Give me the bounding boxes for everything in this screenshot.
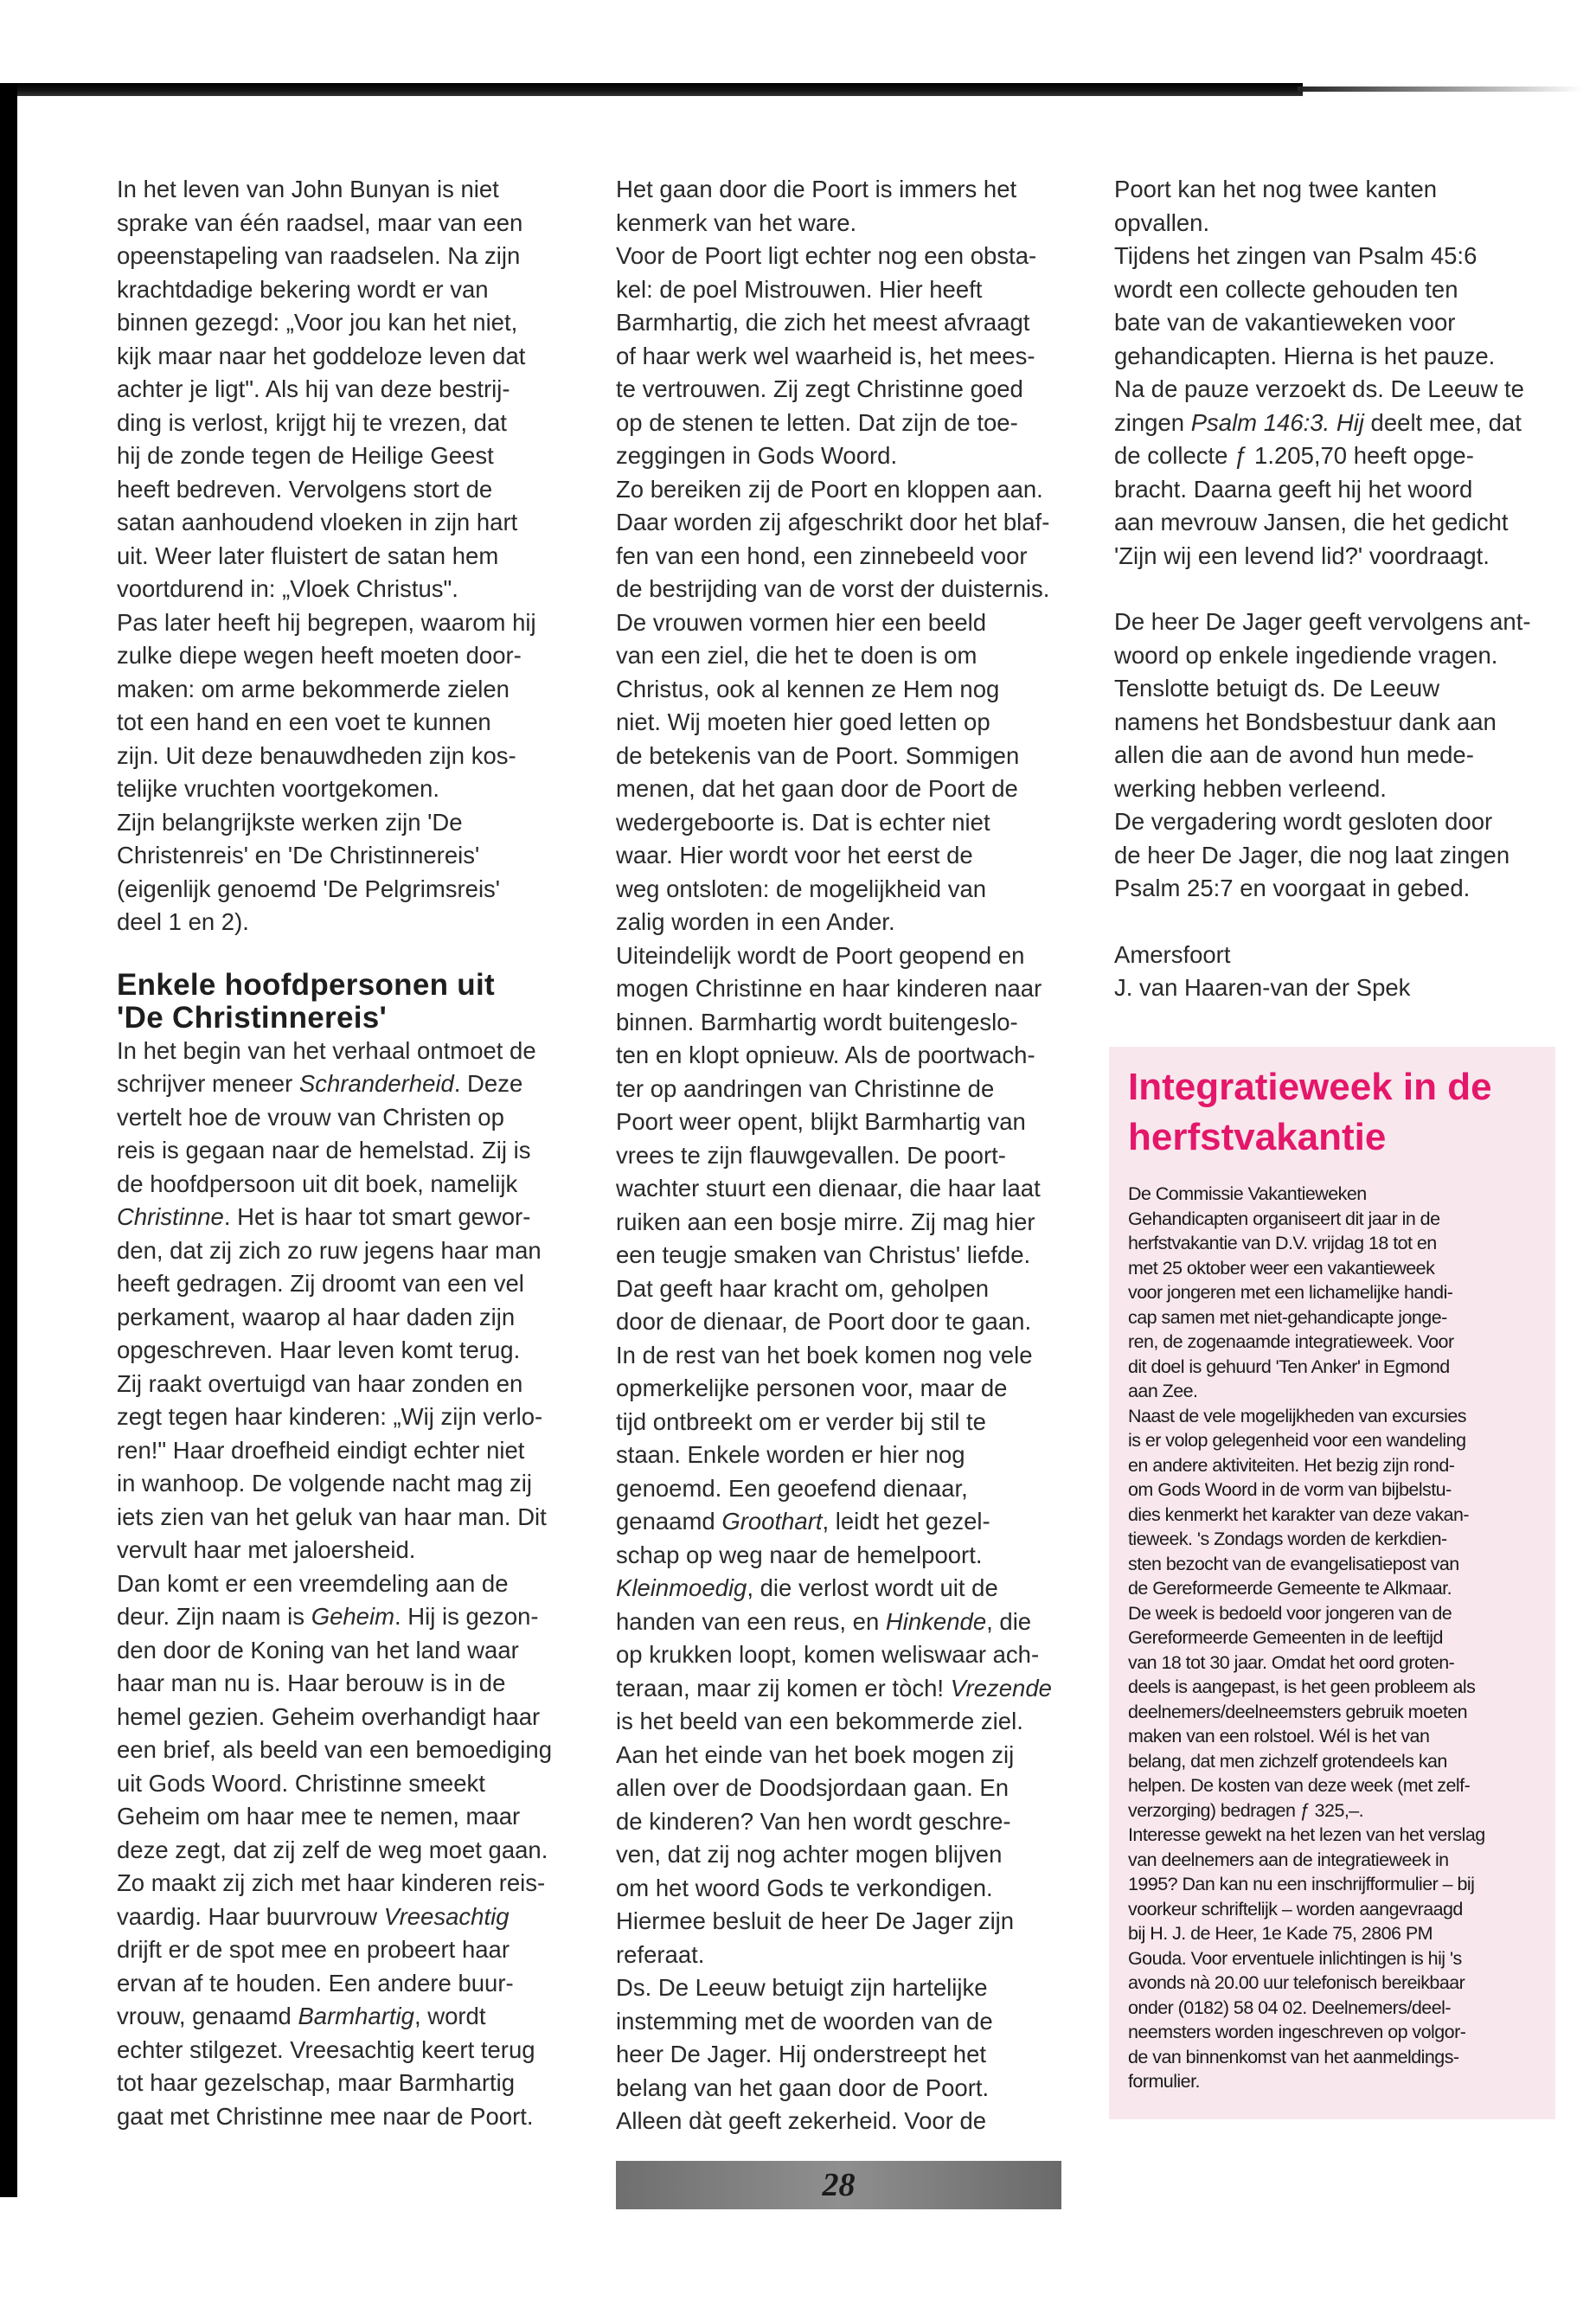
text-line: ervan af te houden. Een andere buur-	[117, 1969, 514, 1997]
text-line: allen die aan de avond hun mede-	[1114, 741, 1474, 768]
text-line: ruiken aan een bosje mirre. Zij mag hier	[616, 1208, 1035, 1235]
text-line: tot haar gezelschap, maar Barmhartig	[117, 2069, 516, 2096]
text-line: is het beeld van een bekommerde ziel.	[616, 1708, 1023, 1734]
character-name: Schranderheid	[298, 1070, 454, 1097]
text-line: in wanhoop. De volgende nacht mag zij	[117, 1470, 533, 1497]
text-line: Tijdens het zingen van Psalm 45:6	[1114, 242, 1477, 269]
text-line: zalig worden in een Ander.	[616, 908, 895, 935]
text-line: aan Zee.	[1128, 1381, 1198, 1401]
text-line: Interesse gewekt na het lezen van het verslag	[1128, 1824, 1485, 1845]
text-line: de betekenis van de Poort. Sommigen	[616, 741, 1020, 769]
text-line: Daar worden zij afgeschrikt door het blaf-	[616, 509, 1050, 535]
text-line: vervult haar met jaloersheid.	[117, 1536, 416, 1563]
text-line: genaamd Groothart, leidt het gezel-	[616, 1508, 990, 1535]
text-line: verzorging) bedragen ƒ 325,–.	[1128, 1799, 1364, 1821]
text-line: onder (0182) 58 04 02. Deelnemers/deel-	[1128, 1997, 1451, 2018]
text-line: voor jongeren met een lichamelijke handi-	[1128, 1282, 1453, 1303]
character-name: Christinne	[117, 1203, 224, 1230]
text-line: genoemd. Een geoefend dienaar,	[616, 1474, 968, 1502]
text-line: opmerkelijke personen voor, maar de	[616, 1375, 1008, 1401]
text-line: heeft gedragen. Zij droomt van een vel	[117, 1270, 524, 1297]
text-line: tot een hand en een voet te kunnen	[117, 708, 491, 735]
text-line: dies kenmerkt het karakter van deze vakan-	[1128, 1503, 1469, 1525]
text-line: achter je ligt". Als hij van deze bestrij-	[117, 375, 510, 402]
text-line: Gehandicapten organiseert dit jaar in de	[1128, 1208, 1440, 1229]
scan-edge	[0, 83, 17, 2211]
text-line: Christenreis' en 'De Christinnereis'	[117, 842, 480, 868]
text-line: de van binnenkomst van het aanmeldings-	[1128, 2046, 1459, 2067]
text-line: teraan, maar zij komen er tòch! Vrezende	[616, 1674, 1052, 1702]
text-line: een brief, als beeld van een bemoediging	[117, 1736, 553, 1763]
text-line: telijke vruchten voortgekomen.	[117, 775, 439, 802]
text-line: gaat met Christinne mee naar de Poort.	[117, 2102, 534, 2130]
text-line: maken van een rolstoel. Wél is het van	[1128, 1726, 1430, 1747]
text-line: wedergeboorte is. Dat is echter niet	[616, 808, 990, 836]
text-line: Voor de Poort ligt echter nog een obsta-	[616, 242, 1037, 269]
text-line: cap samen met niet-gehandicapte jonge-	[1128, 1306, 1447, 1328]
text-line: sten bezocht van de evangelisatiepost van	[1128, 1553, 1459, 1574]
sidebar-box	[1109, 1047, 1555, 2119]
text-line: zulke diepe wegen heeft moeten door-	[117, 642, 522, 669]
text-line: tieweek. 's Zondags worden de kerkdien-	[1128, 1529, 1447, 1549]
text-line: binnen. Barmhartig wordt buitengeslo-	[616, 1008, 1018, 1035]
character-name: Barmhartig	[298, 2003, 414, 2029]
section-heading: Enkele hoofdpersonen uit 'De Christinnereis'	[117, 967, 495, 1035]
text-line: bate van de vakantieweken voor	[1114, 309, 1456, 336]
signature-place: Amersfoort	[1114, 940, 1231, 968]
top-rule	[5, 83, 1303, 96]
text-line: om Gods Woord in de vorm van bijbelstu-	[1128, 1479, 1452, 1500]
text-line: Psalm 25:7 en voorgaat in gebed.	[1114, 875, 1471, 901]
article-column-2	[616, 173, 1074, 2138]
text-line: weg ontsloten: de mogelijkheid van	[616, 875, 987, 902]
text-line: perkament, waarop al haar daden zijn	[117, 1303, 516, 1330]
text-line: iets zien van het geluk van haar man. Dit	[117, 1503, 547, 1530]
sidebar-body	[1128, 1182, 1535, 2094]
text-line: schrijver meneer Schranderheid. Deze	[117, 1070, 523, 1097]
text-line: Zijn belangrijkste werken zijn 'De	[117, 808, 463, 836]
text-line: waar. Hier wordt voor het eerst de	[616, 842, 973, 868]
text-line: zegt tegen haar kinderen: „Wij zijn verlo-	[117, 1403, 543, 1430]
text-line: heer De Jager. Hij onderstreept het	[616, 2041, 987, 2067]
signature-author: J. van Haaren-van der Spek	[1114, 974, 1411, 1001]
text-line: De Commissie Vakantieweken	[1128, 1183, 1367, 1204]
text-line: Kleinmoedig, die verlost wordt uit de	[616, 1574, 998, 1601]
scan-edge-gap	[0, 2197, 26, 2301]
text-line: reis is gegaan naar de hemelstad. Zij is	[117, 1137, 531, 1163]
text-line: Christus, ook al kennen ze Hem nog	[616, 675, 1000, 702]
text-line: Zo maakt zij zich met haar kinderen reis-	[117, 1869, 546, 1896]
text-line: wachter stuurt een dienaar, die haar laat	[616, 1175, 1041, 1202]
text-line: Dan komt er een vreemdeling aan de	[117, 1569, 509, 1597]
text-line: (eigenlijk genoemd 'De Pelgrimsreis'	[117, 875, 501, 902]
text-line: satan aanhoudend vloeken in zijn hart	[117, 509, 518, 535]
text-line: haar man nu is. Haar berouw is in de	[117, 1670, 506, 1696]
text-line: Dat geeft haar kracht om, geholpen	[616, 1274, 990, 1302]
text-line: vrees te zijn flauwgevallen. De poort-	[616, 1141, 1006, 1169]
text-line: Zo bereiken zij de Poort en kloppen aan.	[616, 475, 1043, 503]
text-line: uit. Weer later fluistert de satan hem	[117, 542, 499, 569]
text-line: op krukken loopt, komen weliswaar ach-	[616, 1641, 1040, 1668]
text-line: hemel gezien. Geheim overhandigt haar	[117, 1702, 541, 1730]
text-line: Poort weer opent, blijkt Barmhartig van	[616, 1108, 1026, 1135]
text-line: de Gereformeerde Gemeente te Alkmaar.	[1128, 1578, 1452, 1599]
text-line: ren!" Haar droefheid eindigt echter niet	[117, 1436, 525, 1464]
text-line: is er volop gelegenheid voor een wandeling	[1128, 1430, 1466, 1451]
text-line: vertelt hoe de vrouw van Christen op	[117, 1103, 504, 1131]
text-line: In het begin van het verhaal ontmoet de	[117, 1036, 536, 1064]
text-line: Poort kan het nog twee kanten	[1114, 176, 1438, 202]
text-line: sprake van één raadsel, maar van een	[117, 208, 523, 236]
character-name: Geheim	[311, 1603, 394, 1630]
top-rule-fade	[1298, 87, 1583, 92]
text-line: Uiteindelijk wordt de Poort geopend en	[616, 941, 1025, 969]
text-line: namens het Bondsbestuur dank aan	[1114, 708, 1497, 735]
text-line: de heer De Jager, die nog laat zingen	[1114, 841, 1510, 868]
text-line: de bestrijding van de vorst der duisternis.	[616, 575, 1050, 602]
text-line: allen over de Doodsjordaan gaan. En	[616, 1774, 1010, 1801]
text-line: de kinderen? Van hen wordt geschre-	[616, 1807, 1011, 1835]
text-line: vaardig. Haar buurvrouw Vreesachtig	[117, 1902, 510, 1930]
text-line: een teugje smaken van Christus' liefde.	[616, 1241, 1031, 1268]
text-line: zingen Psalm 146:3. Hij deelt mee, dat	[1114, 408, 1522, 436]
article-column-1	[117, 173, 567, 2133]
text-line: bij H. J. de Heer, 1e Kade 75, 2806 PM	[1128, 1923, 1433, 1944]
text-line: zeggingen in Gods Woord.	[616, 442, 898, 469]
text-line: tijd ontbreekt om er verder bij stil te	[616, 1407, 986, 1435]
text-line: handen van een reus, en Hinkende, die	[616, 1607, 1032, 1635]
characters-section	[117, 1035, 567, 2134]
text-line: woord op enkele ingediende vragen.	[1114, 641, 1498, 669]
text-line: vrouw, genaamd Barmhartig, wordt	[117, 2003, 486, 2029]
text-line: opeenstapeling van raadselen. Na zijn	[117, 242, 521, 269]
text-line: van een ziel, die het te doen is om	[616, 642, 977, 669]
text-line: De vergadering wordt gesloten door	[1114, 808, 1493, 835]
text-line: den door de Koning van het land waar	[117, 1636, 519, 1663]
text-line: schap op weg naar de hemelpoort.	[616, 1541, 983, 1568]
text-line: kel: de poel Mistrouwen. Hier heeft	[616, 275, 983, 303]
text-line: Pas later heeft hij begrepen, waarom hij	[117, 608, 536, 636]
character-name: Groothart	[721, 1508, 823, 1535]
text-line: formulier.	[1128, 2071, 1200, 2092]
text-line: Alleen dàt geeft zekerheid. Voor de	[616, 2107, 987, 2134]
article-column-3	[1114, 173, 1538, 1005]
text-line: deelnemers/deelneemsters gebruik moeten	[1128, 1701, 1468, 1722]
text-line: ven, dat zij nog achter mogen blijven	[616, 1841, 1003, 1868]
text-line: ter op aandringen van Christinne de	[616, 1074, 995, 1102]
text-line: Gereformeerde Gemeenten in de leeftijd	[1128, 1627, 1443, 1648]
sidebar-title: Integratieweek in de herfstvakantie	[1128, 1066, 1492, 1158]
text-line: krachtdadige bekering wordt er van	[117, 275, 489, 303]
text-line: helpen. De kosten van deze week (met zelf-	[1128, 1775, 1471, 1796]
text-line: In de rest van het boek komen nog vele	[616, 1341, 1033, 1368]
character-name: Vreesachtig	[383, 1902, 510, 1930]
text-line: te vertrouwen. Zij zegt Christinne goed	[616, 375, 1023, 402]
text-line: menen, dat het gaan door de Poort de	[616, 775, 1018, 802]
text-line: Hiermee besluit de heer De Jager zijn	[616, 1907, 1015, 1934]
paragraph-gap	[1114, 906, 1538, 939]
text-line: zijn. Uit deze benauwdheden zijn kos-	[117, 741, 516, 769]
text-line: Zij raakt overtuigd van haar zonden en	[117, 1369, 523, 1397]
text-line: Aan het einde van het boek mogen zij	[616, 1740, 1015, 1768]
character-name: Vrezende	[950, 1674, 1052, 1702]
text-line: aan mevrouw Jansen, die het gedicht	[1114, 509, 1509, 535]
text-line: staan. Enkele worden er hier nog	[616, 1441, 965, 1468]
text-line: hij de zonde tegen de Heilige Geest	[117, 442, 494, 469]
text-line: mogen Christinne en haar kinderen naar	[616, 975, 1042, 1002]
text-line: of haar werk wel waarheid is, het mees-	[616, 342, 1035, 369]
text-line: Tenslotte betuigt ds. De Leeuw	[1114, 675, 1440, 702]
text-line: opvallen.	[1114, 208, 1210, 236]
text-line: Barmhartig, die zich het meest afvraagt	[616, 309, 1030, 336]
text-line: In het leven van John Bunyan is niet	[117, 176, 499, 202]
text-line: De vrouwen vormen hier een beeld	[616, 608, 987, 636]
text-line: deels is aangepast, is het geen probleem als	[1128, 1676, 1476, 1697]
character-name: Kleinmoedig	[616, 1574, 747, 1601]
page-footer-bar	[616, 2161, 1061, 2209]
text-line: Geheim om haar mee te nemen, maar	[117, 1803, 521, 1830]
text-line: drijft er de spot mee en probeert haar	[117, 1936, 510, 1963]
text-line: met 25 oktober weer een vakantieweek	[1128, 1257, 1435, 1279]
text-line: binnen gezegd: „Voor jou kan het niet,	[117, 309, 518, 336]
text-line: Naast de vele mogelijkheden van excursies	[1128, 1405, 1466, 1426]
text-line: van 18 tot 30 jaar. Omdat het oord groten-	[1128, 1651, 1455, 1673]
text-line: referaat.	[616, 1940, 705, 1968]
text-line: opgeschreven. Haar leven komt terug.	[117, 1336, 521, 1363]
text-line: belang, dat men zichzelf grotendeels kan	[1128, 1750, 1447, 1772]
text-line: herfstvakantie van D.V. vrijdag 18 tot en	[1128, 1233, 1437, 1253]
text-line: avonds nà 20.00 uur telefonisch bereikbaar	[1128, 1972, 1465, 1993]
text-line: echter stilgezet. Vreesachtig keert terug	[117, 2035, 535, 2063]
text-line: maken: om arme bekommerde zielen	[117, 675, 510, 702]
text-line: Ds. De Leeuw betuigt zijn hartelijke	[616, 1974, 988, 2001]
text-line: en andere aktiviteiten. Het bezig zijn rond-	[1128, 1454, 1455, 1476]
text-line: ren, de zogenaamde integratieweek. Voor	[1128, 1331, 1454, 1352]
text-line: 1995? Dan kan nu een inschrijfformulier – bij	[1128, 1874, 1475, 1894]
text-line: kijk maar naar het goddeloze leven dat	[117, 342, 526, 369]
text-line: Het gaan door die Poort is immers het	[616, 176, 1017, 202]
intro-paragraph	[117, 173, 567, 939]
text-line: Christinne. Het is haar tot smart gewor-	[117, 1203, 531, 1230]
text-line: deel 1 en 2).	[117, 908, 249, 935]
text-line: niet. Wij moeten hier goed letten op	[616, 708, 990, 735]
text-line: belang van het gaan door de Poort.	[616, 2073, 990, 2101]
text-line: ten en klopt opnieuw. Als de poortwach-	[616, 1042, 1035, 1068]
text-line: voorkeur schriftelijk – worden aangevraagd	[1128, 1898, 1463, 1920]
text-line: gehandicapten. Hierna is het pauze.	[1114, 342, 1496, 369]
text-line: den, dat zij zich zo ruw jegens haar man	[117, 1236, 542, 1264]
text-line: kenmerk van het ware.	[616, 208, 857, 236]
text-line: door de dienaar, de Poort door te gaan.	[616, 1308, 1032, 1335]
text-line: deze zegt, dat zij zelf de weg moet gaan.	[117, 1836, 548, 1863]
text-line: wordt een collecte gehouden ten	[1114, 275, 1458, 303]
paragraph-gap	[1114, 573, 1538, 606]
text-line: Gouda. Voor erventuele inlichtingen is hij 's	[1128, 1947, 1462, 1969]
text-line: voortdurend in: „Vloek Christus".	[117, 575, 458, 602]
text-line: ding is verlost, krijgt hij te vrezen, dat	[117, 408, 507, 436]
text-line: de collecte ƒ 1.205,70 heeft opge-	[1114, 442, 1474, 469]
text-line: Na de pauze verzoekt ds. De Leeuw te	[1114, 375, 1524, 402]
text-line: uit Gods Woord. Christinne smeekt	[117, 1769, 485, 1797]
character-name: Hinkende	[885, 1607, 987, 1635]
text-line: de hoofdpersoon uit dit boek, namelijk	[117, 1170, 518, 1197]
text-line: neemsters worden ingeschreven op volgor-	[1128, 2022, 1466, 2042]
page-number: 28	[822, 2167, 856, 2203]
text-line: van deelnemers aan de integratieweek in	[1128, 1849, 1449, 1870]
text-line: De heer De Jager geeft vervolgens ant-	[1114, 608, 1531, 635]
text-line: deur. Zijn naam is Geheim. Hij is gezon-	[117, 1603, 539, 1630]
text-line: bracht. Daarna geeft hij het woord	[1114, 475, 1473, 503]
text-line: om het woord Gods te verkondigen.	[616, 1874, 993, 1901]
text-line: instemming met de woorden van de	[616, 2007, 993, 2035]
text-line: 'Zijn wij een levend lid?' voordraagt.	[1114, 542, 1490, 569]
text-line: fen van een hond, een zinnebeeld voor	[616, 542, 1028, 569]
text-line: op de stenen te letten. Dat zijn de toe-	[616, 408, 1018, 436]
text-line: heeft bedreven. Vervolgens stort de	[117, 475, 493, 503]
text-line: De week is bedoeld voor jongeren van de	[1128, 1602, 1452, 1624]
text-line: dit doel is gehuurd 'Ten Anker' in Egmond	[1128, 1356, 1450, 1377]
text-line: werking hebben verleend.	[1114, 774, 1387, 802]
